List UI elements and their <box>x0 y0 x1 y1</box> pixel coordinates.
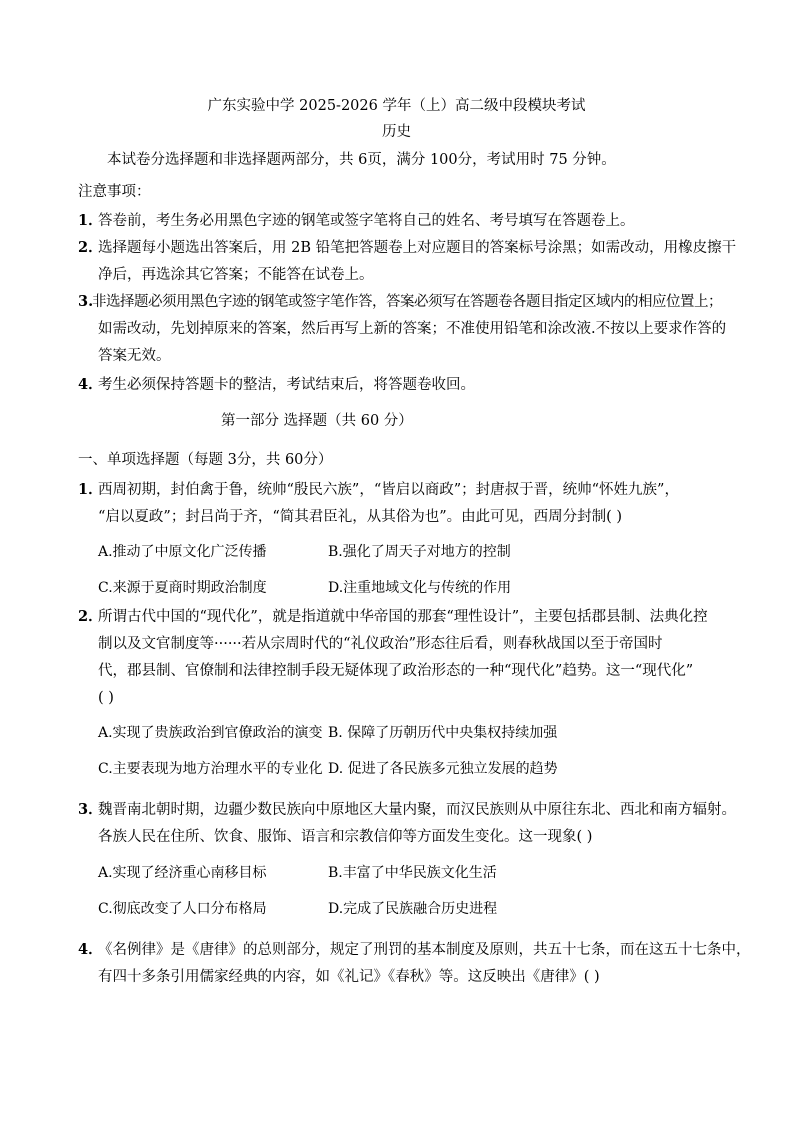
option-a: A.实现了经济重心南移目标 <box>98 865 267 881</box>
note-number: 1． <box>78 212 103 229</box>
question-stem-line: ( ) <box>98 690 114 706</box>
note-number: 2． <box>78 239 103 256</box>
note-line: 考生必须保持答题卡的整洁，考试结束后，将答题卷收回。 <box>98 377 475 393</box>
exam-title: 广东实验中学 2025-2026 学年（上）高二级中段模块考试 <box>207 98 586 114</box>
option-d: D.注重地域文化与传统的作用 <box>328 580 512 596</box>
question-stem-line: 西周初期，封伯禽于鲁，统帅“殷民六族”，“皆启以商政”；封唐叔于晋，统帅“怀姓九族”， <box>98 482 679 498</box>
exam-intro: 本试卷分选择题和非选择题两部分，共 6页，满分 100分，考试用时 75 分钟。 <box>107 152 616 168</box>
note-line: 非选择题必须用黑色字迹的钢笔或签字笔作答，答案必须写在答题卷各题目指定区域内的相应位置上； <box>92 294 722 310</box>
option-d: D. 促进了各民族多元独立发展的趋势 <box>328 761 558 777</box>
note-line: 答案无效。 <box>98 348 171 364</box>
question-stem-line: “启以夏政”；封吕尚于齐，“简其君臣礼，从其俗为也”。由此可见，西周分封制( ) <box>98 509 623 525</box>
section-heading: 一、单项选择题（每题 3分，共 60分） <box>78 452 333 468</box>
option-a: A.实现了贵族政治到官僚政治的演变 <box>98 725 323 741</box>
note-line: 选择题每小题选出答案后，用 2B 铅笔把答题卷上对应题目的答案标号涂黑；如需改动，用橡皮擦干 <box>98 240 737 256</box>
option-c: C.彻底改变了人口分布格局 <box>98 901 267 917</box>
note-line: 答卷前，考生务必用黑色字迹的钢笔或签字笔将自己的姓名、考号填写在答题卷上。 <box>98 213 635 229</box>
question-stem-line: 有四十多条引用儒家经典的内容，如《礼记》《春秋》等。这反映出《唐律》( ) <box>98 969 600 985</box>
question-stem-line: 各族人民在住所、饮食、服饰、语言和宗教信仰等方面发生变化。这一现象( ) <box>98 829 593 845</box>
question-number: 1． <box>78 481 103 498</box>
option-c: C.来源于夏商时期政治制度 <box>98 580 267 596</box>
question-number: 3． <box>78 801 103 818</box>
subject-title: 历史 <box>382 124 411 140</box>
option-d: D.完成了民族融合历史进程 <box>328 901 498 917</box>
option-c: C.主要表现为地方治理水平的专业化 <box>98 761 323 777</box>
option-a: A.推动了中原文化广泛传播 <box>98 544 267 560</box>
question-number: 4． <box>78 941 103 958</box>
note-line: 净后，再选涂其它答案；不能答在试卷上。 <box>98 267 374 283</box>
question-stem-line: 《名例律》是《唐律》的总则部分，规定了刑罚的基本制度及原则，共五十七条，而在这五十七条中， <box>98 942 751 958</box>
note-line: 如需改动，先划掉原来的答案，然后再写上新的答案；不准使用铅笔和涂改液.不按以上要求作答的 <box>98 321 727 337</box>
question-stem-line: 魏晋南北朝时期，边疆少数民族向中原地区大量内聚，而汉民族则从中原往东北、西北和南方辐射。 <box>98 802 736 818</box>
question-number: 2． <box>78 608 103 625</box>
notes-heading: 注意事项： <box>78 184 151 200</box>
note-number: 4． <box>78 376 103 393</box>
question-stem-line: 制以及文官制度等······若从宗周时代的“礼仪政治”形态往后看，则春秋战国以至于帝国时 <box>98 636 663 652</box>
option-b: B.丰富了中华民族文化生活 <box>328 865 497 881</box>
option-b: B. 保障了历朝历代中央集权持续加强 <box>328 725 558 741</box>
part-heading: 第一部分 选择题（共 60 分） <box>221 413 413 429</box>
option-b: B.强化了周天子对地方的控制 <box>328 544 511 560</box>
question-stem-line: 所谓古代中国的“现代化”，就是指道就中华帝国的那套“理性设计”，主要包括郡县制、法典化控 <box>98 609 708 625</box>
note-number: 3. <box>78 293 94 310</box>
question-stem-line: 代，郡县制、官僚制和法律控制手段无疑体现了政治形态的一种“现代化”趋势。这一“现代化” <box>98 663 694 679</box>
